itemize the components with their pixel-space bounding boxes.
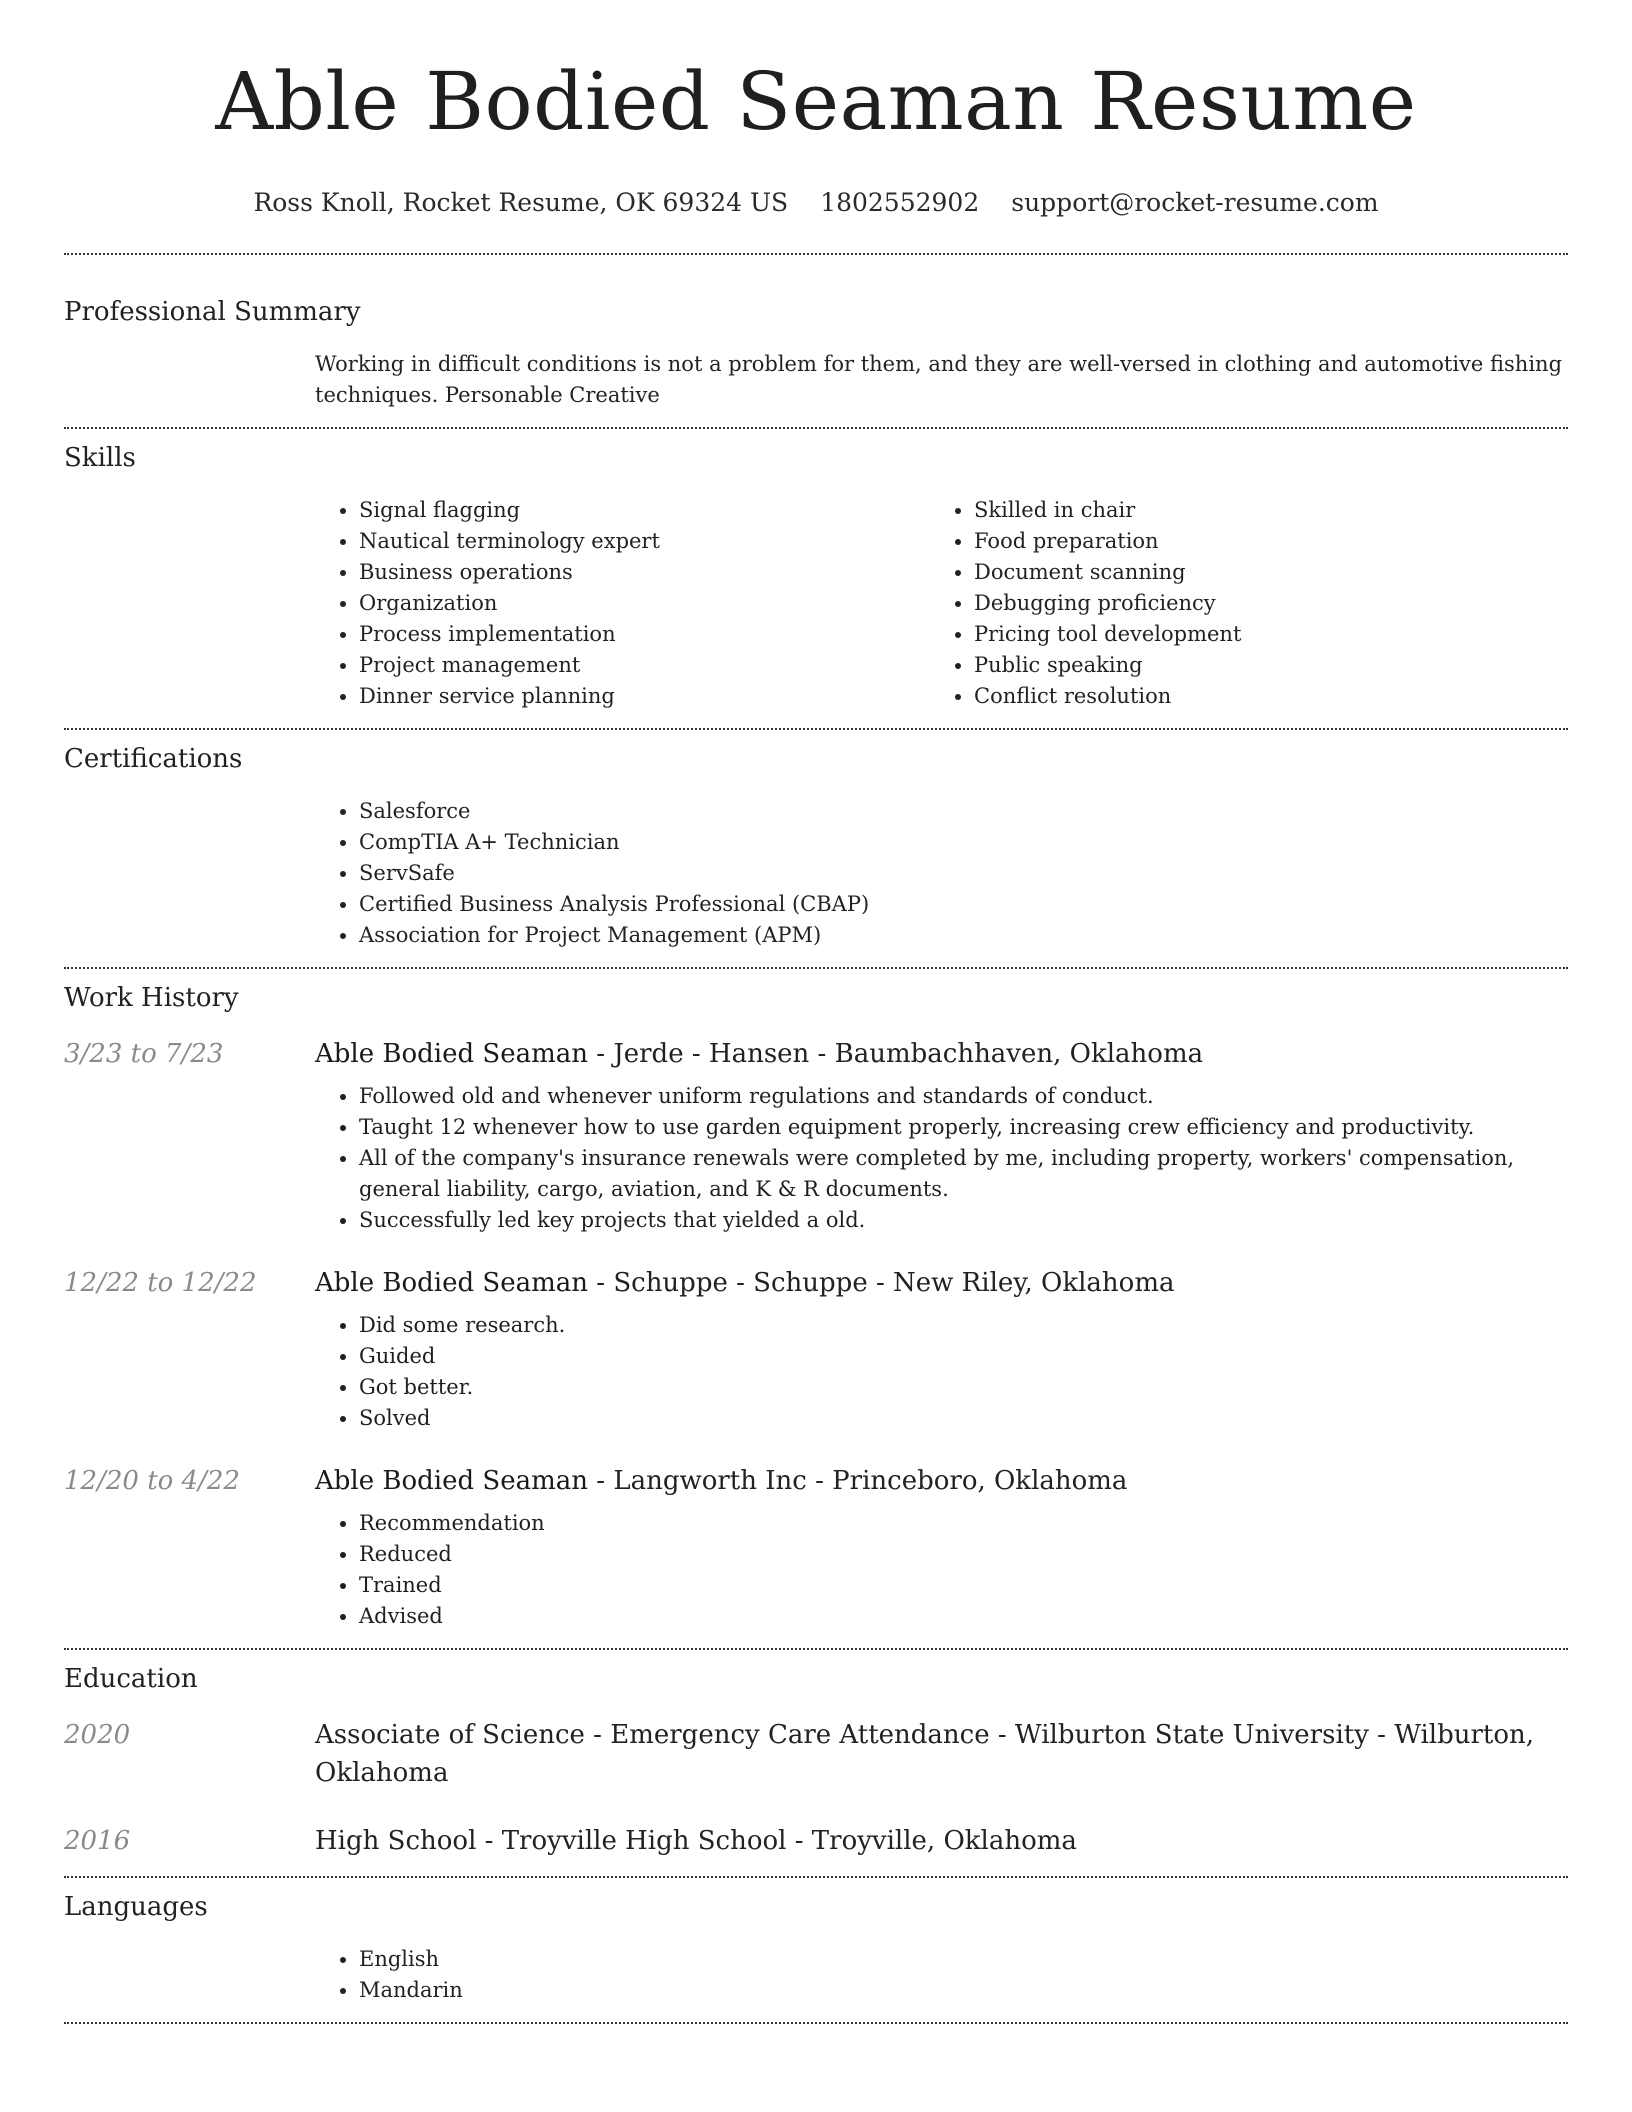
- job-details: [315, 1264, 1568, 1434]
- skill-item: • Process implementation: [359, 619, 930, 650]
- divider: [64, 253, 1568, 255]
- section-title-languages: Languages: [64, 1892, 208, 1922]
- job-bullet: • Trained: [359, 1570, 1568, 1601]
- section-title-skills: Skills: [64, 443, 136, 473]
- job-bullet: • Reduced: [359, 1539, 1568, 1570]
- certification-item: • Salesforce: [359, 796, 1568, 827]
- job-heading: [315, 1462, 1568, 1500]
- language-item: • Mandarin: [359, 1975, 1568, 2006]
- skill-item: • Business operations: [359, 557, 930, 588]
- job-entry: [64, 1462, 1568, 1632]
- divider: [64, 1648, 1568, 1650]
- divider: [64, 1876, 1568, 1878]
- education-entry: [64, 1822, 1568, 1860]
- section-title-summary: Professional Summary: [64, 297, 361, 327]
- job-dates: 3/23 to 7/23: [64, 1039, 224, 1069]
- certifications-section: [64, 742, 1568, 951]
- divider: [64, 967, 1568, 969]
- job-bullet: • All of the company's insurance renewals were completed by me, including property, workers' compensation, general liability, cargo, aviation, and K & R documents.: [359, 1143, 1568, 1205]
- education-section: [64, 1662, 1568, 1860]
- section-title-work-history: Work History: [64, 983, 239, 1013]
- resume-header: [0, 0, 1632, 217]
- language-item: • English: [359, 1944, 1568, 1975]
- skill-item: • Organization: [359, 588, 930, 619]
- job-bullet: • Did some research.: [359, 1310, 1568, 1341]
- job-role: Able Bodied Seaman: [315, 1466, 588, 1496]
- education-school: - Troyville High School - Troyville, Oklahoma: [476, 1826, 1077, 1856]
- job-entry: [64, 1264, 1568, 1434]
- job-employer: - Schuppe - Schuppe - New Riley, Oklahoma: [588, 1268, 1175, 1298]
- certification-item: • Certified Business Analysis Professional (CBAP): [359, 889, 1568, 920]
- job-role: Able Bodied Seaman: [315, 1268, 588, 1298]
- education-school: - Emergency Care Attendance - Wilburton State University - Wilburton, Oklahoma: [315, 1720, 1535, 1788]
- education-year: 2016: [64, 1826, 131, 1856]
- job-bullet: • Solved: [359, 1403, 1568, 1434]
- skill-item: • Document scanning: [974, 557, 1545, 588]
- job-dates: 12/22 to 12/22: [64, 1268, 257, 1298]
- skill-item: • Project management: [359, 650, 930, 681]
- skill-item: • Pricing tool development: [974, 619, 1545, 650]
- job-bullet: • Successfully led key projects that yielded a old.: [359, 1205, 1568, 1236]
- skill-item: • Food preparation: [974, 526, 1545, 557]
- education-degree: High School: [315, 1826, 477, 1856]
- skills-section: [64, 441, 1568, 712]
- education-year: 2020: [64, 1720, 131, 1750]
- divider: [64, 2022, 1568, 2024]
- skill-item: • Signal flagging: [359, 495, 930, 526]
- education-heading: [315, 1822, 1077, 1860]
- job-role: Able Bodied Seaman: [315, 1039, 588, 1069]
- job-dates: 12/20 to 4/22: [64, 1466, 240, 1496]
- job-employer: - Jerde - Hansen - Baumbachhaven, Oklahoma: [588, 1039, 1204, 1069]
- job-details: [315, 1035, 1568, 1236]
- skill-item: • Dinner service planning: [359, 681, 930, 712]
- contact-address: Ross Knoll, Rocket Resume, OK 69324 US: [253, 188, 789, 217]
- skills-column-left: [315, 495, 930, 712]
- resume-title: Able Bodied Seaman Resume: [215, 55, 1417, 148]
- certification-item: • ServSafe: [359, 858, 1568, 889]
- skill-item: • Conflict resolution: [974, 681, 1545, 712]
- skill-item: • Nautical terminology expert: [359, 526, 930, 557]
- job-heading: [315, 1035, 1568, 1073]
- skills-columns: [315, 495, 1568, 712]
- job-bullet: • Advised: [359, 1601, 1568, 1632]
- languages-list: [315, 1944, 1568, 2006]
- job-heading: [315, 1264, 1568, 1302]
- contact-phone: 1802552902: [820, 188, 980, 217]
- education-degree: Associate of Science: [315, 1720, 585, 1750]
- contact-line: [0, 188, 1632, 217]
- section-title-certifications: Certifications: [64, 744, 243, 774]
- certification-item: • Association for Project Management (APM): [359, 920, 1568, 951]
- job-bullet: • Recommendation: [359, 1508, 1568, 1539]
- job-details: [315, 1462, 1568, 1632]
- skill-item: • Debugging proficiency: [974, 588, 1545, 619]
- section-title-education: Education: [64, 1664, 198, 1694]
- divider: [64, 427, 1568, 429]
- certification-item: • CompTIA A+ Technician: [359, 827, 1568, 858]
- job-bullet: • Taught 12 whenever how to use garden equipment properly, increasing crew efficiency and productivity.: [359, 1112, 1568, 1143]
- summary-text: Working in difficult conditions is not a problem for them, and they are well-versed in clothing and automotive fishing techniques. Personable Creative: [315, 352, 1563, 407]
- skill-item: • Skilled in chair: [974, 495, 1545, 526]
- languages-section: [64, 1890, 1568, 2006]
- education-entry: [64, 1716, 1568, 1792]
- certifications-list: [315, 796, 1568, 951]
- contact-email: support@rocket-resume.com: [1011, 188, 1379, 217]
- summary-section: [64, 295, 1568, 411]
- work-history-section: [64, 981, 1568, 1632]
- education-heading: [315, 1716, 1568, 1792]
- skill-item: • Public speaking: [974, 650, 1545, 681]
- job-bullet: • Got better.: [359, 1372, 1568, 1403]
- job-employer: - Langworth Inc - Princeboro, Oklahoma: [588, 1466, 1128, 1496]
- job-entry: [64, 1035, 1568, 1236]
- job-bullet: • Followed old and whenever uniform regulations and standards of conduct.: [359, 1081, 1568, 1112]
- job-bullet: • Guided: [359, 1341, 1568, 1372]
- divider: [64, 728, 1568, 730]
- skills-column-right: [930, 495, 1545, 712]
